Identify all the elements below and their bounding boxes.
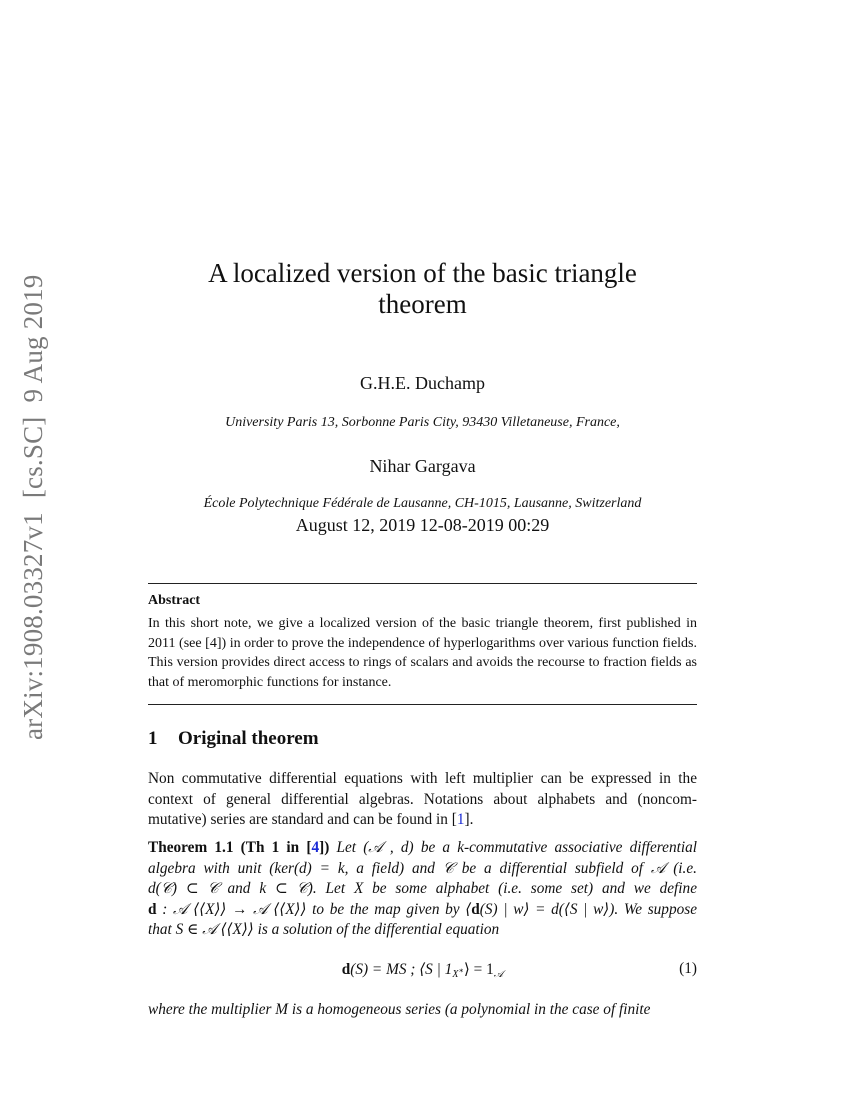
citation-link[interactable]: 1: [456, 811, 465, 828]
section-intro-paragraph: [148, 769, 697, 831]
citation-link[interactable]: 4: [311, 839, 320, 856]
paragraph-line: context of general differential algebras. Notations about alphabets and (noncom-: [148, 790, 697, 808]
cite-bracket-close: ]: [464, 811, 470, 828]
paper-title: [148, 258, 697, 320]
sub-text: X: [452, 969, 459, 980]
paragraph-line: where the multiplier M is a homogeneous series (a polynomial in the case of finite: [148, 1001, 651, 1018]
theorem-block: [148, 838, 697, 941]
paragraph-end: .: [469, 811, 474, 828]
paper-date: August 12, 2019 12-08-2019 00:29: [295, 515, 550, 535]
abstract-bottom-rule: [148, 704, 697, 705]
post-equation-paragraph: [148, 1000, 697, 1021]
equation-number: (1): [679, 960, 697, 977]
paragraph-text: mutative) series are standard and can be found in: [148, 811, 452, 828]
theorem-label: Theorem 1.1 (Th 1 in [: [148, 839, 312, 856]
operator-d: d: [471, 900, 480, 918]
title-line-1: A localized version of the basic triangle: [208, 258, 637, 288]
author-affiliation: École Polytechnique Fédérale de Lausanne, CH-1015, Lausanne, Switzerland: [203, 496, 642, 511]
operator-d: d: [148, 900, 157, 918]
equation-superscript: ∗: [458, 966, 464, 975]
equation-1: [148, 960, 697, 980]
operator-d: d: [341, 961, 351, 978]
theorem-text: (S) | w⟩ = d(⟨S | w⟩). We suppose: [479, 900, 697, 918]
theorem-text: : 𝒜 ⟨⟨X⟩⟩ → 𝒜 ⟨⟨X⟩⟩ to be the map given by ⟨: [156, 900, 472, 918]
equation-lhs: (S) = MS ; ⟨S | 1: [350, 961, 453, 978]
author-affiliation: University Paris 13, Sorbonne Paris City, 93430 Villetaneuse, France,: [225, 415, 620, 430]
arxiv-identifier-stamp: [18, 261, 49, 741]
theorem-line: algebra with unit (ker(d) = k, a field) and 𝒞 be a differential subfield of 𝒜 (i.e.: [148, 859, 697, 877]
abstract-text: In this short note, we give a localized version of the basic triangle theorem, first published in 2011 (see [4]) in order to prove the independence of hyperlogarithms over various function fields. This version provides direct access to rings of scalars and avoids the recourse to fraction fields as that of meromorphic functions for instance.: [148, 616, 697, 690]
equation-rhs-subscript: 𝒜: [493, 969, 504, 980]
equation-subscript: [452, 966, 464, 980]
abstract-heading: Abstract: [148, 593, 201, 608]
theorem-line: [148, 900, 697, 921]
arxiv-date: 9 Aug 2019: [18, 274, 48, 403]
author-name: G.H.E. Duchamp: [360, 373, 485, 393]
section-title-text: Original theorem: [178, 728, 319, 749]
section-heading: [148, 728, 319, 750]
author-name: Nihar Gargava: [369, 456, 476, 476]
theorem-line: that S ∈ 𝒜 ⟨⟨X⟩⟩ is a solution of the differential equation: [148, 921, 500, 938]
theorem-line: [148, 838, 697, 859]
arxiv-category: [cs.SC]: [18, 416, 48, 499]
theorem-line: d(𝒞) ⊂ 𝒞 and k ⊂ 𝒞). Let X be some alphabet (i.e. some set) and we define: [148, 880, 697, 897]
abstract-top-rule: [148, 583, 697, 584]
paragraph-line: [148, 810, 697, 831]
theorem-text: Let (𝒜 , d) be a k-commutative associative differential: [329, 839, 697, 856]
paragraph-line: Non commutative differential equations with left multiplier can be expressed in the: [148, 770, 697, 787]
section-number: 1: [148, 728, 158, 749]
equation-rhs: ⟩ = 1: [463, 961, 494, 978]
title-line-2: theorem: [378, 289, 467, 319]
theorem-label-end: ]): [319, 839, 330, 856]
arxiv-id: arXiv:1908.03327v1: [18, 512, 48, 740]
cite-bracket-open: [: [451, 811, 457, 828]
